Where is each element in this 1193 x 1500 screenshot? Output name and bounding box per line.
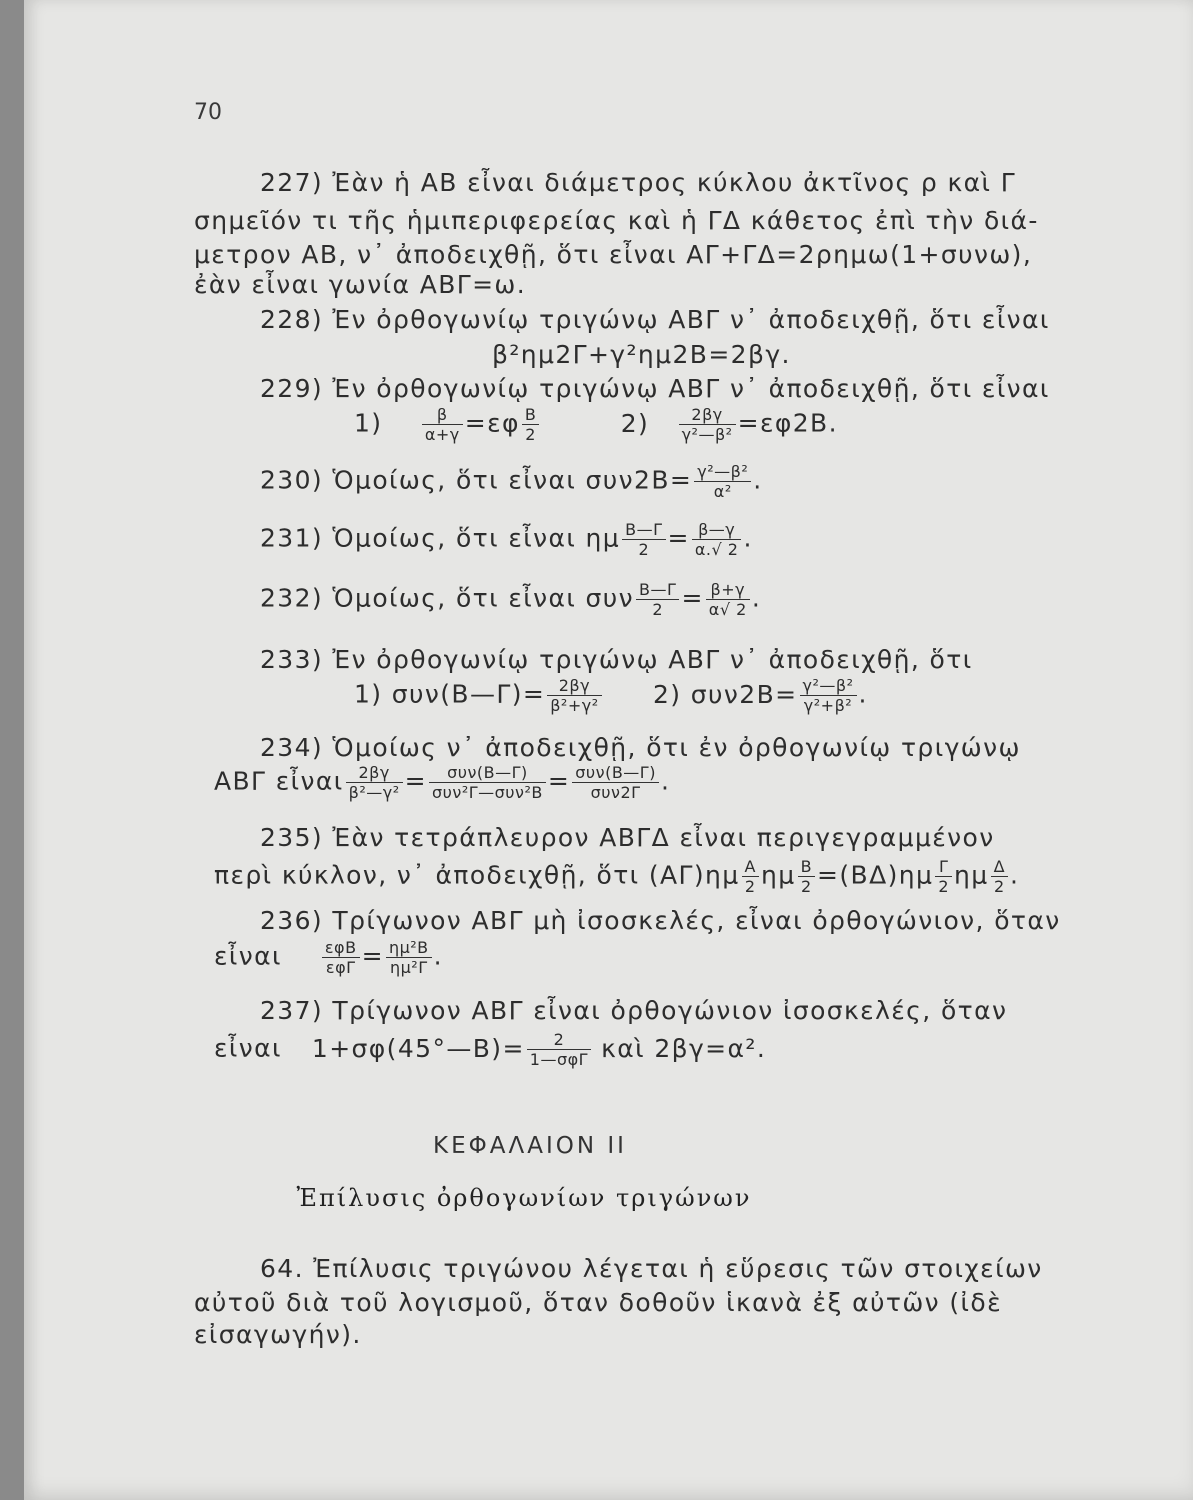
- fraction-b-over-2: $\frac{B}{2}$: [522, 405, 539, 444]
- cot-expression: 1+σφ(45°—Β)=: [311, 1033, 525, 1063]
- sin: ημ: [954, 860, 989, 890]
- problem-230: [260, 462, 763, 501]
- problem-229-formulas: [354, 405, 838, 444]
- equals: =: [681, 583, 704, 613]
- paragraph-64-line-3: εἰσαγωγήν).: [194, 1320, 362, 1349]
- period: .: [433, 941, 444, 971]
- fraction-b-minus-g-over-2: $\frac{B—\Gamma}{2}$: [636, 580, 679, 619]
- fraction-b-minus-g-over-2: $\frac{B—\Gamma}{2}$: [622, 520, 665, 559]
- equals: =: [361, 941, 384, 971]
- paragraph-64-line-1: 64. Ἐπίλυσις τριγώνου λέγεται ἡ εὕρεσις τῶν στοιχείων: [260, 1254, 1043, 1283]
- fraction-2bg-over-sum: $\frac{2\beta\gamma}{\text{β²+γ²}}$: [547, 676, 601, 715]
- section-title: Ἐπίλυσις ὀρθογωνίων τριγώνων: [296, 1184, 752, 1212]
- problem-232-text: 232) Ὁμοίως, ὅτι εἶναι συν: [260, 583, 635, 613]
- and-condition: καὶ 2βγ=α².: [601, 1033, 767, 1063]
- problem-237-text: εἶναι: [214, 1033, 282, 1063]
- problem-235-line-1: 235) Ἐὰν τετράπλευρον ΑΒΓΔ εἶναι περιγεγραμμένον: [260, 823, 995, 852]
- paragraph-64-line-2: αὐτοῦ διὰ τοῦ λογισμοῦ, ὅταν δοθοῦν ἱκανὰ ἐξ αὐτῶν (ἰδὲ: [194, 1288, 1003, 1317]
- problem-228-line-1: 228) Ἐν ὀρθογωνίῳ τριγώνῳ ΑΒΓ ν᾽ ἀποδειχθῇ, ὅτι εἶναι: [260, 305, 1050, 334]
- chapter-heading: ΚΕΦΑΛΑΙΟΝ ΙΙ: [433, 1133, 627, 1159]
- problem-234-text: ΑΒΓ εἶναι: [214, 766, 344, 796]
- problem-232: [260, 580, 761, 619]
- equals-bd-sin: =(ΒΔ)ημ: [817, 860, 934, 890]
- eq-tan-2b: =εφ2Β.: [737, 408, 838, 438]
- item-1-label: 1): [354, 408, 383, 438]
- fraction-b-minus-g-over-a-root2: $\frac{\beta—\gamma}{\alpha.√ 2}$: [692, 520, 742, 559]
- fraction-cos-over-cos2g: $\frac{\text{συν(Β—Γ)}}{\text{συν2Γ}}$: [572, 763, 659, 802]
- period: .: [660, 766, 671, 796]
- equals: =: [667, 523, 690, 553]
- problem-231: [260, 520, 753, 559]
- fraction-b-plus-g-over-a-root2: $\frac{\beta+\gamma}{\alpha√ 2}$: [706, 580, 750, 619]
- equals: =: [547, 766, 571, 796]
- eq-tan: =εφ: [464, 408, 520, 438]
- fraction-b-over-2: $\frac{B}{2}$: [798, 857, 815, 896]
- fraction-2bg: $\frac{2\beta\gamma}{\text{γ²—β²}}$: [679, 405, 736, 444]
- problem-227-line-1: 227) Ἐὰν ἡ ΑΒ εἶναι διάμετρος κύκλου ἀκτῖνος ρ καὶ Γ: [260, 168, 1017, 197]
- problem-231-text: 231) Ὁμοίως, ὅτι εἶναι ημ: [260, 523, 621, 553]
- problem-233-formulas: [354, 676, 868, 715]
- period: .: [858, 679, 868, 709]
- problem-236-formula: [214, 938, 443, 977]
- problem-227-line-4: ἐὰν εἶναι γωνία ΑΒΓ=ω.: [194, 270, 527, 299]
- fraction-cos2b: $\frac{\text{γ²—β²}}{\text{α²}}$: [694, 462, 751, 501]
- fraction-d-over-2: $\frac{\Delta}{2}$: [991, 857, 1008, 896]
- sin: ημ: [761, 860, 796, 890]
- item-2-label: 2): [620, 408, 650, 438]
- problem-237-line-1: 237) Τρίγωνον ΑΒΓ εἶναι ὀρθογώνιον ἰσοσκελές, ὅταν: [260, 996, 1008, 1025]
- fraction-tanb-over-tang: $\frac{\text{εφΒ}}{\text{εφΓ}}$: [322, 938, 360, 977]
- problem-235-text: περὶ κύκλον, ν᾽ ἀποδειχθῇ, ὅτι (ΑΓ)ημ: [214, 860, 740, 890]
- period: .: [753, 465, 763, 495]
- item-1-cos: 1) συν(Β—Γ)=: [354, 679, 546, 709]
- problem-230-text: 230) Ὁμοίως, ὅτι εἶναι συν2Β=: [260, 465, 693, 495]
- problem-227-line-2: σημεῖόν τι τῆς ἡμιπεριφερείας καὶ ἡ ΓΔ κάθετος ἐπὶ τὴν διά-: [194, 206, 1039, 235]
- fraction-cos-over-cos2-diff: $\frac{\text{συν(Β—Γ)}}{\text{συν²Γ—συν²Β}}$: [429, 763, 546, 802]
- problem-227-line-3: μετρον ΑΒ, ν᾽ ἀποδειχθῇ, ὅτι εἶναι ΑΓ+ΓΔ=2ρημω(1+συνω),: [194, 240, 1033, 269]
- problem-236-text: εἶναι: [214, 941, 282, 971]
- problem-235-formula: [214, 857, 1019, 896]
- item-2-cos2b: 2) συν2Β=: [653, 679, 798, 709]
- problem-236-line-1: 236) Τρίγωνον ΑΒΓ μὴ ἰσοσκελές, εἶναι ὀρθογώνιον, ὅταν: [260, 906, 1061, 935]
- fraction-g-over-2: $\frac{\Gamma}{2}$: [935, 857, 952, 896]
- page-number: 70: [194, 100, 222, 125]
- problem-233-line-1: 233) Ἐν ὀρθογωνίῳ τριγώνῳ ΑΒΓ ν᾽ ἀποδειχθῇ, ὅτι: [260, 645, 973, 674]
- equals: =: [404, 766, 427, 796]
- book-page: [24, 0, 1193, 1500]
- fraction-diff-over-sum: $\frac{\text{γ²—β²}}{\text{γ²+β²}}$: [800, 676, 857, 715]
- problem-237-formula: [214, 1030, 766, 1069]
- problem-228-formula: β²ημ2Γ+γ²ημ2Β=2βγ.: [492, 340, 791, 369]
- problem-234-line-1: 234) Ὁμοίως ν᾽ ἀποδειχθῇ, ὅτι ἐν ὀρθογωνίῳ τριγώνῳ: [260, 733, 1021, 762]
- period: .: [1010, 860, 1020, 890]
- problem-234-formula: [214, 763, 670, 802]
- problem-229-line-1: 229) Ἐν ὀρθογωνίῳ τριγώνῳ ΑΒΓ ν᾽ ἀποδειχθῇ, ὅτι εἶναι: [260, 374, 1050, 403]
- fraction-beta-over-alpha-plus-gamma: $\frac{\beta}{\alpha+\gamma}$: [422, 405, 463, 444]
- fraction-sin2b-over-sin2g: $\frac{\text{ημ²Β}}{\text{ημ²Γ}}$: [386, 938, 432, 977]
- period: .: [743, 523, 753, 553]
- fraction-a-over-2: $\frac{A}{2}$: [742, 857, 759, 896]
- period: .: [751, 583, 762, 613]
- fraction-2-over-1-minus-cotg: $\frac{2}{\text{1—σφΓ}}$: [527, 1030, 591, 1069]
- fraction-2bg-over-diff: $\frac{2\beta\gamma}{\text{β²—γ²}}$: [346, 763, 403, 802]
